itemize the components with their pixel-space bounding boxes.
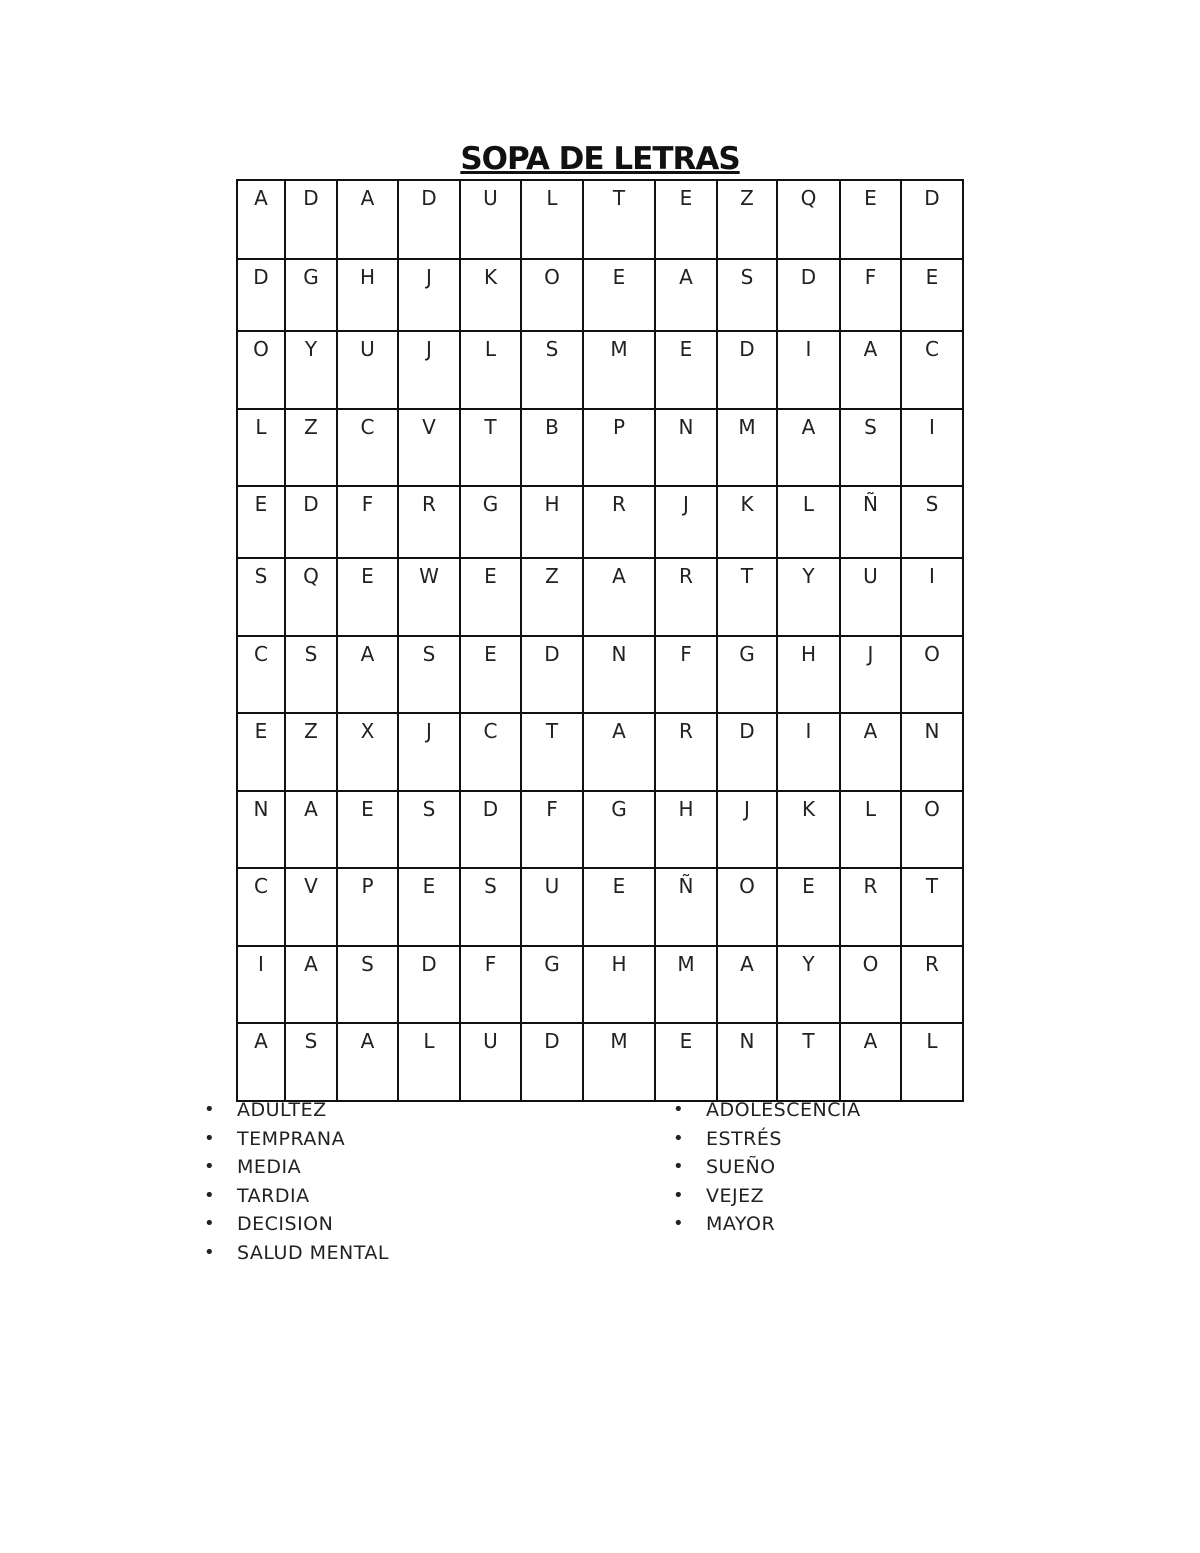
bullet-icon: • [673, 1127, 685, 1149]
grid-cell: T [583, 180, 655, 259]
grid-cell: A [337, 180, 398, 259]
grid-cell: A [237, 1023, 285, 1101]
grid-cell: S [521, 331, 583, 409]
word-list-item [673, 1210, 861, 1239]
grid-cell: A [285, 946, 337, 1023]
grid-cell: E [583, 868, 655, 946]
grid-cell: L [398, 1023, 460, 1101]
grid-cell: L [460, 331, 521, 409]
grid-cell: Ñ [655, 868, 717, 946]
grid-cell: G [285, 259, 337, 331]
grid-cell: S [285, 636, 337, 713]
grid-cell: K [717, 486, 777, 558]
grid-cell: M [655, 946, 717, 1023]
word-list-item [673, 1125, 861, 1154]
grid-cell: N [655, 409, 717, 486]
word-label: TEMPRANA [237, 1127, 346, 1150]
grid-row [237, 946, 963, 1023]
word-label: TARDIA [237, 1184, 310, 1207]
grid-cell: F [337, 486, 398, 558]
grid-cell: E [460, 636, 521, 713]
grid-cell: Y [777, 946, 840, 1023]
word-list-item [673, 1182, 861, 1211]
grid-cell: E [398, 868, 460, 946]
grid-cell: Z [717, 180, 777, 259]
grid-cell: E [777, 868, 840, 946]
grid-cell: J [655, 486, 717, 558]
grid-cell: N [717, 1023, 777, 1101]
grid-cell: J [717, 791, 777, 868]
word-label: ADULTEZ [237, 1099, 327, 1121]
grid-cell: O [901, 791, 963, 868]
grid-cell: S [901, 486, 963, 558]
page-title: SOPA DE LETRAS [460, 141, 740, 177]
grid-row [237, 1023, 963, 1101]
grid-cell: A [583, 558, 655, 636]
grid-row [237, 180, 963, 259]
grid-cell: I [777, 331, 840, 409]
grid-cell: U [840, 558, 901, 636]
grid-cell: D [398, 946, 460, 1023]
grid-cell: R [655, 558, 717, 636]
grid-cell: C [460, 713, 521, 791]
word-list-item [673, 1153, 861, 1182]
grid-cell: E [655, 180, 717, 259]
grid-cell: Q [777, 180, 840, 259]
grid-cell: D [717, 713, 777, 791]
grid-cell: J [398, 259, 460, 331]
bullet-icon: • [204, 1099, 216, 1120]
grid-cell: R [655, 713, 717, 791]
grid-cell: G [460, 486, 521, 558]
grid-cell: H [337, 259, 398, 331]
grid-cell: D [521, 636, 583, 713]
grid-cell: G [521, 946, 583, 1023]
grid-cell: K [777, 791, 840, 868]
bullet-icon: • [204, 1213, 216, 1234]
word-list-right [673, 1096, 861, 1239]
grid-cell: A [285, 791, 337, 868]
grid-cell: H [521, 486, 583, 558]
grid-cell: L [237, 409, 285, 486]
grid-cell: A [655, 259, 717, 331]
grid-cell: E [840, 180, 901, 259]
grid-cell: S [717, 259, 777, 331]
grid-cell: E [337, 791, 398, 868]
grid-cell: H [583, 946, 655, 1023]
grid-cell: P [337, 868, 398, 946]
grid-cell: H [655, 791, 717, 868]
grid-cell: I [777, 713, 840, 791]
grid-cell: D [285, 180, 337, 259]
grid-cell: D [521, 1023, 583, 1101]
grid-cell: N [237, 791, 285, 868]
grid-cell: A [840, 1023, 901, 1101]
grid-cell: R [901, 946, 963, 1023]
grid-row [237, 409, 963, 486]
grid-cell: T [901, 868, 963, 946]
grid-cell: A [777, 409, 840, 486]
grid-cell: E [237, 713, 285, 791]
grid-cell: Ñ [840, 486, 901, 558]
grid-cell: Z [285, 409, 337, 486]
grid-cell: Z [285, 713, 337, 791]
grid-cell: B [521, 409, 583, 486]
grid-cell: L [840, 791, 901, 868]
grid-cell: O [901, 636, 963, 713]
grid-row [237, 636, 963, 713]
grid-cell: E [237, 486, 285, 558]
word-label: SUEÑO [706, 1156, 776, 1178]
grid-row [237, 868, 963, 946]
grid-cell: T [717, 558, 777, 636]
grid-cell: H [777, 636, 840, 713]
grid-cell: X [337, 713, 398, 791]
grid-cell: J [398, 331, 460, 409]
grid-cell: A [583, 713, 655, 791]
grid-cell: P [583, 409, 655, 486]
grid-cell: I [237, 946, 285, 1023]
bullet-icon: • [204, 1184, 216, 1206]
grid-cell: C [237, 868, 285, 946]
bullet-icon: • [673, 1213, 685, 1234]
word-list-item [204, 1153, 389, 1182]
word-list-item [204, 1125, 389, 1154]
grid-cell: M [583, 331, 655, 409]
word-label: DECISION [237, 1213, 334, 1235]
grid-row [237, 486, 963, 558]
grid-cell: L [521, 180, 583, 259]
grid-cell: R [840, 868, 901, 946]
grid-cell: V [398, 409, 460, 486]
grid-row [237, 713, 963, 791]
grid-cell: D [237, 259, 285, 331]
grid-cell: U [521, 868, 583, 946]
grid-cell: S [285, 1023, 337, 1101]
grid-cell: J [398, 713, 460, 791]
grid-cell: S [398, 636, 460, 713]
grid-cell: D [777, 259, 840, 331]
word-list-item [673, 1096, 861, 1125]
grid-cell: M [717, 409, 777, 486]
bullet-icon: • [204, 1156, 216, 1177]
grid-cell: R [583, 486, 655, 558]
grid-cell: W [398, 558, 460, 636]
grid-cell: D [717, 331, 777, 409]
grid-cell: R [398, 486, 460, 558]
grid-cell: N [583, 636, 655, 713]
grid-cell: S [337, 946, 398, 1023]
grid-cell: O [521, 259, 583, 331]
grid-cell: A [337, 636, 398, 713]
grid-cell: D [285, 486, 337, 558]
word-list-item [204, 1096, 389, 1125]
grid-cell: C [901, 331, 963, 409]
word-label: MAYOR [706, 1213, 776, 1235]
grid-cell: L [777, 486, 840, 558]
grid-row [237, 791, 963, 868]
grid-cell: C [237, 636, 285, 713]
grid-cell: T [460, 409, 521, 486]
word-label: SALUD MENTAL [237, 1241, 389, 1264]
grid-cell: E [655, 331, 717, 409]
grid-cell: D [398, 180, 460, 259]
word-list-item [204, 1182, 389, 1211]
grid-cell: F [840, 259, 901, 331]
grid-cell: C [337, 409, 398, 486]
grid-cell: M [583, 1023, 655, 1101]
grid-cell: L [901, 1023, 963, 1101]
bullet-icon: • [673, 1184, 685, 1206]
grid-cell: U [337, 331, 398, 409]
grid-cell: S [237, 558, 285, 636]
grid-cell: G [717, 636, 777, 713]
grid-cell: S [460, 868, 521, 946]
grid-cell: A [717, 946, 777, 1023]
grid-row [237, 558, 963, 636]
grid-cell: K [460, 259, 521, 331]
grid-cell: E [901, 259, 963, 331]
grid-cell: J [840, 636, 901, 713]
grid-cell: V [285, 868, 337, 946]
word-label: MEDIA [237, 1156, 302, 1178]
bullet-icon: • [673, 1099, 685, 1120]
grid-cell: T [777, 1023, 840, 1101]
grid-cell: E [655, 1023, 717, 1101]
grid-cell: F [460, 946, 521, 1023]
grid-cell: Y [285, 331, 337, 409]
word-list-left [204, 1096, 389, 1267]
grid-cell: F [655, 636, 717, 713]
grid-cell: Q [285, 558, 337, 636]
grid-cell: O [717, 868, 777, 946]
word-search-grid [236, 179, 964, 1102]
grid-cell: A [840, 713, 901, 791]
grid-cell: D [901, 180, 963, 259]
grid-cell: Y [777, 558, 840, 636]
bullet-icon: • [204, 1241, 216, 1263]
grid-cell: I [901, 409, 963, 486]
grid-cell: N [901, 713, 963, 791]
word-label: VEJEZ [706, 1184, 765, 1207]
grid-cell: A [237, 180, 285, 259]
grid-cell: O [840, 946, 901, 1023]
bullet-icon: • [673, 1156, 685, 1177]
grid-cell: S [840, 409, 901, 486]
grid-cell: O [237, 331, 285, 409]
grid-cell: I [901, 558, 963, 636]
grid-cell: D [460, 791, 521, 868]
word-label: ADOLESCENCIA [706, 1099, 861, 1121]
grid-cell: A [337, 1023, 398, 1101]
grid-cell: F [521, 791, 583, 868]
grid-cell: U [460, 1023, 521, 1101]
word-list-item [204, 1210, 389, 1239]
grid-row [237, 331, 963, 409]
grid-cell: U [460, 180, 521, 259]
bullet-icon: • [204, 1127, 216, 1149]
grid-cell: E [337, 558, 398, 636]
grid-cell: S [398, 791, 460, 868]
grid-cell: G [583, 791, 655, 868]
grid-cell: E [583, 259, 655, 331]
grid-cell: Z [521, 558, 583, 636]
word-label: ESTRÉS [706, 1127, 782, 1150]
grid-cell: T [521, 713, 583, 791]
grid-row [237, 259, 963, 331]
grid-cell: A [840, 331, 901, 409]
word-list-item [204, 1239, 389, 1268]
grid-cell: E [460, 558, 521, 636]
